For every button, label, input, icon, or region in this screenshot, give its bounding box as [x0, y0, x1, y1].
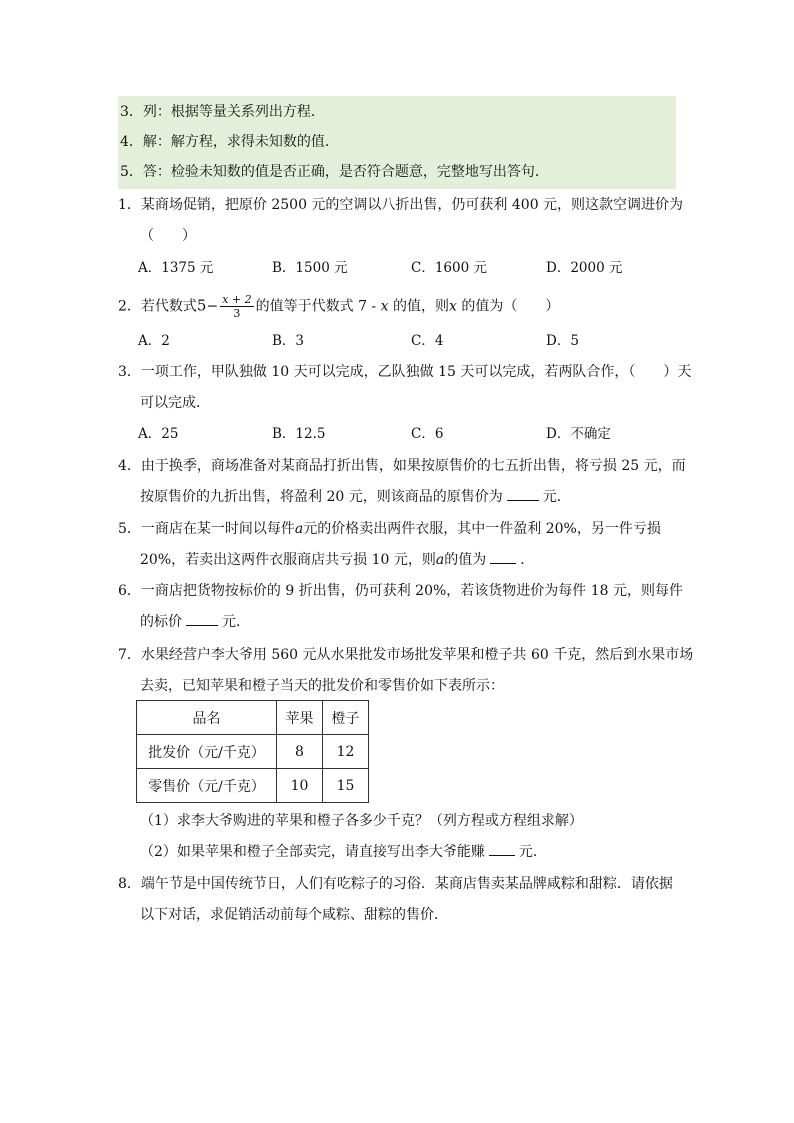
answer-blank	[490, 551, 516, 564]
question-7-sub-2-part-a: （2）如果苹果和橙子全部卖完，请直接写出李大爷能赚	[140, 844, 485, 860]
question-5-part-d: 的值为	[444, 552, 487, 568]
question-5-part-a: 5．一商店在某一时间以每件	[118, 521, 295, 537]
question-7-sub-2-part-b: 元．	[518, 844, 547, 860]
option-c: C．6	[411, 426, 444, 442]
option-a: A．2	[138, 333, 170, 349]
table-header-cell: 橙子	[323, 701, 369, 735]
table-cell: 8	[277, 735, 323, 769]
fraction-numerator: x + 2	[222, 293, 252, 306]
question-7-text-cont: 去卖，已知苹果和橙子当天的批发价和零售价如下表所示：	[140, 678, 504, 694]
question-4-part-b: 元．	[542, 489, 571, 505]
math-variable: x	[380, 298, 389, 315]
question-5-text	[118, 519, 661, 539]
table-row	[137, 735, 369, 769]
question-4-text: 4．由于换季，商场准备对某商品打折出售，如果按原售价的七五折出售，将亏损 25 元，而	[118, 458, 686, 474]
option-d: D．2000 元	[546, 260, 623, 276]
steps-summary-box	[118, 96, 676, 189]
table-cell: 12	[323, 735, 369, 769]
question-7-sub-2	[140, 842, 547, 862]
table-row	[137, 769, 369, 803]
option-a: A．1375 元	[138, 260, 214, 276]
math-constant: 5	[196, 296, 207, 315]
question-2-prefix: 2．若代数式	[118, 298, 197, 315]
question-7-text: 7．水果经营户李大爷用 560 元从水果批发市场批发苹果和橙子共 60 千克，然后到水果市场	[118, 647, 694, 663]
question-4-text-cont	[140, 487, 571, 507]
question-1-bracket: （ ）	[140, 228, 196, 244]
option-c: C．1600 元	[411, 260, 487, 276]
question-5-part-c: 20%，若卖出这两件衣服商店共亏损 10 元，则	[140, 552, 436, 568]
question-1-text: 1．某商场促销，把原价 2500 元的空调以八折出售，仍可获利 400 元，则这款空调进价为	[118, 197, 684, 213]
question-2-text	[118, 293, 559, 320]
step-list-item: 3．列：根据等量关系列出方程．	[120, 104, 325, 120]
question-8-text-cont: 以下对话，求促销活动前每个咸粽、甜粽的售价．	[140, 907, 448, 923]
table-header-row	[137, 701, 369, 735]
table-cell: 批发价（元/千克）	[137, 735, 277, 769]
table-cell: 15	[323, 769, 369, 803]
table-header-cell: 苹果	[277, 701, 323, 735]
question-3-text: 3．一项工作，甲队独做 10 天可以完成，乙队独做 15 天可以完成，若两队合作，（ ）天	[118, 364, 692, 380]
step-list-item: 5．答：检验未知数的值是否正确，是否符合题意，完整地写出答句．	[120, 164, 549, 180]
option-b: B．1500 元	[272, 260, 348, 276]
option-b: B．3	[272, 333, 305, 349]
math-variable: a	[294, 521, 304, 537]
math-fraction	[220, 293, 253, 320]
question-2-middle2: 的值，则	[388, 298, 449, 315]
answer-blank	[186, 613, 218, 626]
math-variable: x	[448, 298, 457, 315]
question-6-part-b: 元．	[222, 614, 250, 630]
question-2-middle: 的值等于代数式 7 -	[255, 298, 381, 315]
option-b: B．12.5	[272, 426, 326, 442]
price-table	[136, 700, 369, 803]
question-2-suffix: 的值为（ ）	[456, 298, 560, 315]
answer-blank	[489, 843, 515, 856]
table-cell: 零售价（元/千克）	[137, 769, 277, 803]
question-6-text: 6．一商店把货物按标价的 9 折出售，仍可获利 20%，若该货物进价为每件 18 元，则每件	[118, 583, 683, 599]
math-minus: −	[206, 298, 219, 315]
option-d: D．5	[546, 333, 579, 349]
question-5-text-cont	[140, 550, 534, 570]
question-3-text-cont: 可以完成．	[140, 395, 210, 411]
question-5-part-b: 元的价格卖出两件衣服，其中一件盈利 20%，另一件亏损	[303, 521, 661, 537]
option-a: A．25	[138, 426, 179, 442]
table-header-cell: 品名	[137, 701, 277, 735]
question-4-part-a: 按原售价的九折出售，将盈利 20 元，则该商品的原售价为	[140, 489, 503, 505]
question-6-part-a: 的标价	[140, 614, 182, 630]
step-list-item: 4．解：解方程，求得未知数的值．	[120, 134, 339, 150]
question-5-part-e: ．	[520, 552, 535, 568]
option-d: D．不确定	[546, 426, 611, 442]
fraction-denominator: 3	[233, 307, 241, 320]
table-cell: 10	[277, 769, 323, 803]
question-7-sub-1: （1）求李大爷购进的苹果和橙子各多少千克？（列方程或方程组求解）	[140, 813, 583, 829]
question-6-text-cont	[140, 612, 250, 632]
question-8-text: 8．端午节是中国传统节日，人们有吃粽子的习俗．某商店售卖某品牌咸粽和甜粽．请依据	[118, 876, 673, 892]
answer-blank	[507, 488, 539, 501]
math-variable: a	[435, 552, 445, 568]
option-c: C．4	[411, 333, 444, 349]
